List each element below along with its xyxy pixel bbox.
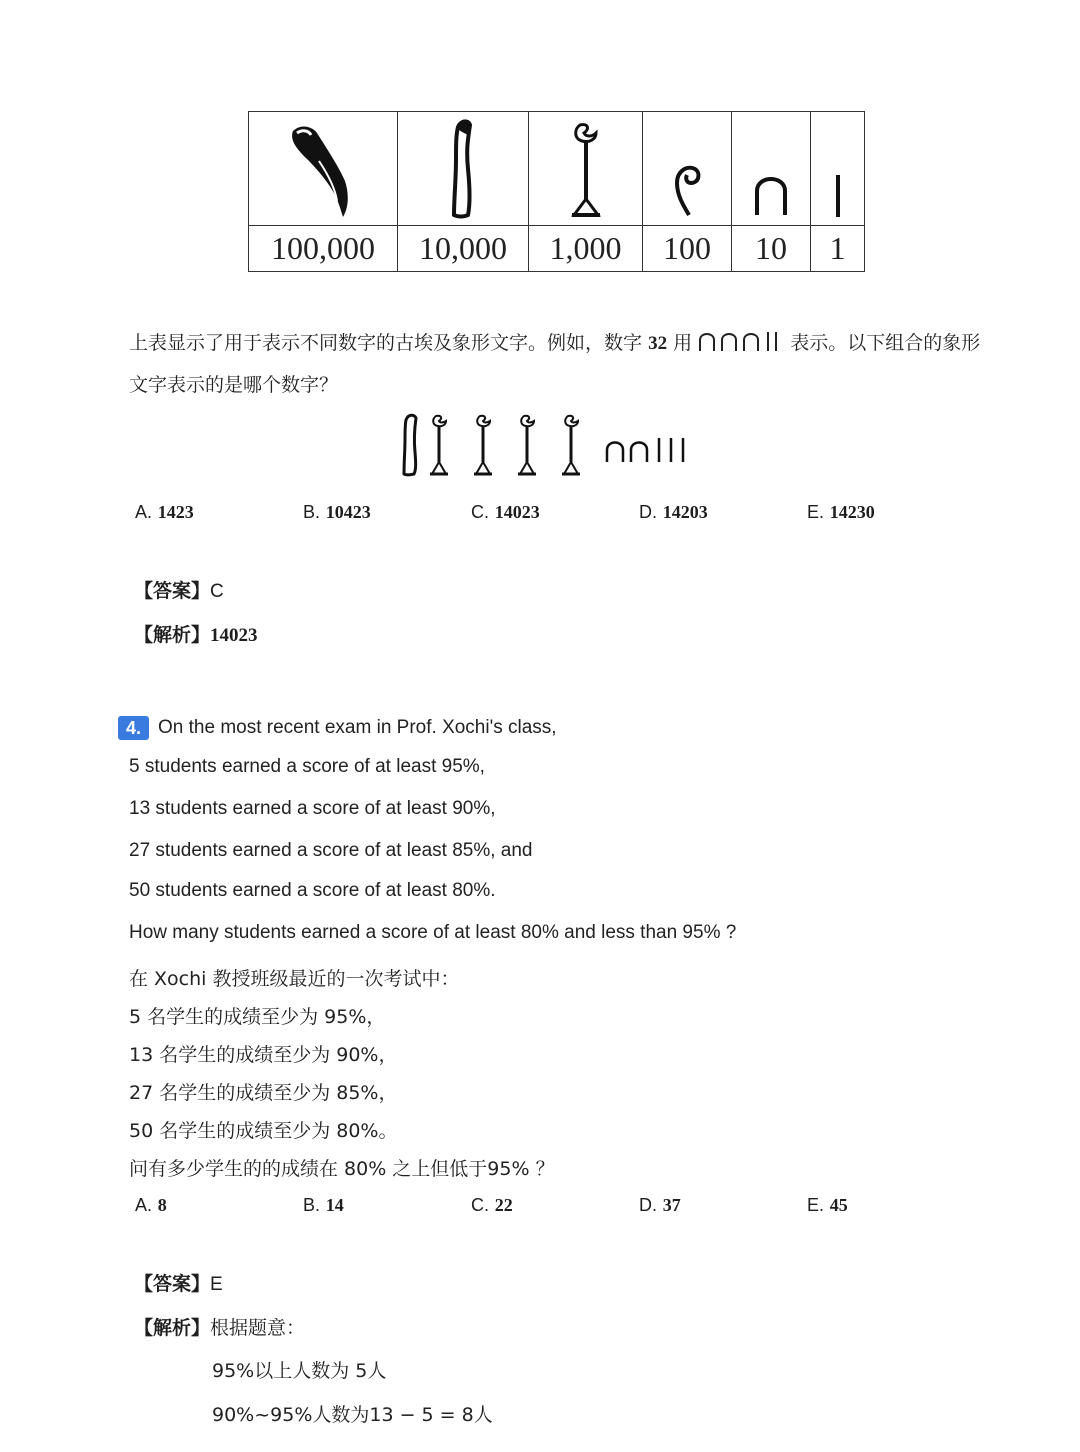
- q4-cn-line-6: 问有多少学生的的成绩在 80% 之上但低于95% ？: [129, 1158, 555, 1180]
- option-letter: C.: [471, 1195, 489, 1215]
- option-letter: C.: [471, 502, 489, 522]
- value-1: 1: [811, 226, 865, 272]
- q4-en-line-3: 13 students earned a score of at least 90%,: [129, 798, 496, 819]
- option-value: 22: [494, 1195, 513, 1215]
- value-1000: 1,000: [529, 226, 643, 272]
- lotus-bird-glyph-cell: [249, 112, 398, 226]
- answer-label: 【答案】: [134, 1273, 211, 1295]
- q3-number-32: 32: [648, 333, 668, 354]
- q3-analysis: [134, 620, 258, 647]
- analysis-label: 【解析】: [134, 624, 211, 646]
- option-letter: E.: [807, 502, 825, 522]
- q4-option-b: [303, 1195, 344, 1216]
- option-value: 14203: [662, 502, 708, 522]
- option-letter: B.: [303, 1195, 321, 1215]
- option-value: 45: [829, 1195, 848, 1215]
- lotus-flower-glyph-icon: [566, 119, 606, 219]
- stroke-glyph-cell: [811, 112, 865, 226]
- q4-cn-line-3: 13 名学生的成绩至少为 90%，: [129, 1044, 398, 1066]
- q4-en-line-1: On the most recent exam in Prof. Xochi's class,: [158, 717, 557, 738]
- option-value: 14023: [494, 502, 540, 522]
- q3-option-b: [303, 502, 371, 523]
- q3-option-a: [135, 502, 194, 523]
- q4-answer: [134, 1269, 223, 1296]
- option-letter: D.: [639, 1195, 657, 1215]
- q4-cn-line-2: 5 名学生的成绩至少为 95%，: [129, 1006, 386, 1028]
- value-10000: 10,000: [398, 226, 529, 272]
- value-100000: 100,000: [249, 226, 398, 272]
- q4-en-line-4: 27 students earned a score of at least 85%, and: [129, 840, 533, 861]
- option-value: 37: [662, 1195, 681, 1215]
- analysis-step-2: 90%~95%人数为13 − 5 = 8人: [212, 1404, 493, 1426]
- option-value: 14: [325, 1195, 344, 1215]
- answer-value: E: [210, 1274, 223, 1295]
- option-letter: A.: [135, 1195, 153, 1215]
- finger-glyph-icon: [448, 119, 478, 219]
- combination-glyphs-icon: [398, 412, 698, 478]
- q4-analysis: [134, 1313, 305, 1340]
- value-10: 10: [732, 226, 811, 272]
- q4-en-line-5: 50 students earned a score of at least 80%.: [129, 880, 496, 901]
- option-value: 8: [157, 1195, 167, 1215]
- answer-value: C: [210, 581, 224, 602]
- answer-label: 【答案】: [134, 580, 211, 602]
- option-letter: B.: [303, 502, 321, 522]
- option-letter: A.: [135, 502, 153, 522]
- q4-option-c: [471, 1195, 513, 1216]
- analysis-value: 根据题意：: [210, 1317, 306, 1339]
- q3-text-a: 上表显示了用于表示不同数字的古埃及象形文字。例如，数字: [129, 332, 643, 354]
- analysis-step-1: 95%以上人数为 5人: [212, 1360, 387, 1382]
- q3-text-c: 表示。以下组合的象形: [790, 332, 981, 354]
- q4-cn-line-1: 在 Xochi 教授班级最近的一次考试中：: [129, 968, 460, 990]
- q3-option-c: [471, 502, 540, 523]
- q4-en-line-2: 5 students earned a score of at least 95%,: [129, 756, 485, 777]
- option-letter: E.: [807, 1195, 825, 1215]
- option-value: 14230: [829, 502, 875, 522]
- q4-option-d: [639, 1195, 681, 1216]
- coil-rope-glyph-icon: [667, 119, 707, 219]
- q4-option-e: [807, 1195, 848, 1216]
- option-value: 1423: [157, 502, 194, 522]
- q4-cn-line-5: 50 名学生的成绩至少为 80%。: [129, 1120, 398, 1142]
- q3-prompt-line1: [129, 328, 980, 355]
- q3-answer: [134, 576, 224, 603]
- q3-text-b: 用: [673, 332, 693, 354]
- tadpole-glyph-icon: [283, 119, 363, 219]
- heel-bone-glyph-icon: [751, 119, 791, 219]
- heel-bone-glyph-cell: [732, 112, 811, 226]
- finger-glyph-cell: [398, 112, 529, 226]
- lotus-flower-glyph-cell: [529, 112, 643, 226]
- option-letter: D.: [639, 502, 657, 522]
- q3-option-e: [807, 502, 875, 523]
- q4-option-a: [135, 1195, 167, 1216]
- option-value: 10423: [325, 502, 371, 522]
- analysis-label: 【解析】: [134, 1317, 211, 1339]
- q4-en-line-6: How many students earned a score of at least 80% and less than 95% ?: [129, 922, 737, 943]
- q4-cn-line-4: 27 名学生的成绩至少为 85%，: [129, 1082, 398, 1104]
- example-32-glyphs-icon: [698, 330, 784, 352]
- analysis-value: 14023: [210, 625, 258, 646]
- q3-option-d: [639, 502, 708, 523]
- hieroglyph-table: [248, 111, 865, 272]
- question-number-badge: 4.: [118, 716, 149, 740]
- stroke-glyph-icon: [828, 119, 848, 219]
- coil-rope-glyph-cell: [643, 112, 732, 226]
- value-100: 100: [643, 226, 732, 272]
- q3-prompt-line2: 文字表示的是哪个数字？: [129, 374, 339, 396]
